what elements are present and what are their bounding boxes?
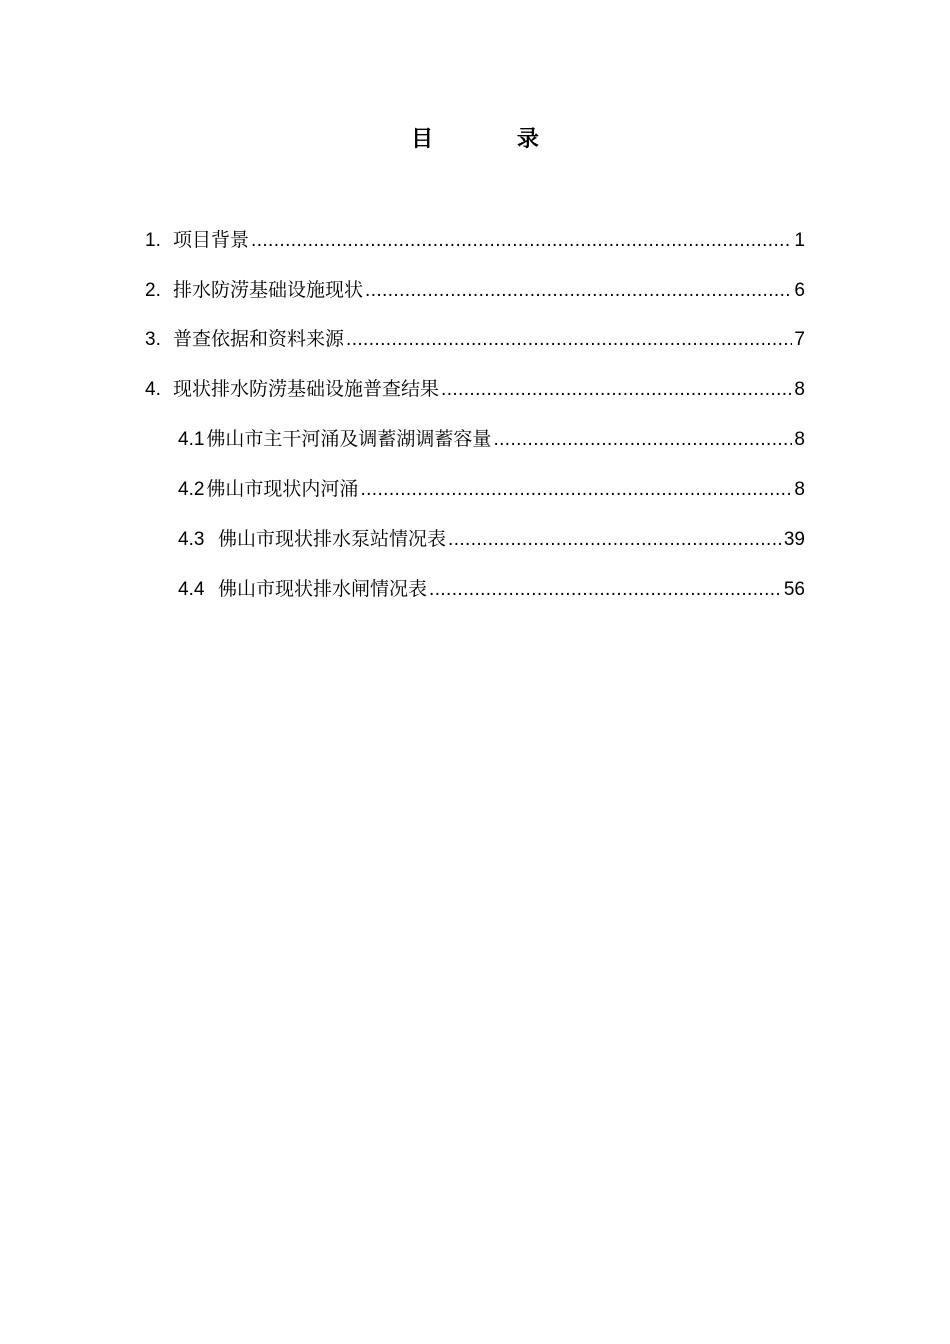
toc-entry-number: 4.4 [178,579,205,600]
toc-entry-number: 4.1 [178,429,205,450]
toc-entry-4-2[interactable] [178,474,805,504]
toc-dot-leader [346,325,792,355]
toc-entry-title: 普查依据和资料来源 [173,328,345,350]
toc-entry-title: 项目背景 [173,229,250,251]
toc-entry-number: 3. [145,329,161,350]
toc-entry-page-number: 8 [794,429,805,450]
toc-entry-page-number: 39 [783,529,805,550]
toc-entry-title: 佛山市现状内河涌 [206,478,359,500]
toc-entry-page-number: 8 [794,479,805,500]
toc-entry-page-number: 8 [794,379,805,400]
toc-entry-4[interactable] [145,374,805,404]
toc-dot-leader [441,375,792,405]
toc-entry-number: 4. [145,379,161,400]
toc-entry-page-number: 7 [794,329,805,350]
toc-entry-title: 现状排水防涝基础设施普查结果 [173,378,440,400]
toc-entry-4-1[interactable] [178,424,805,454]
toc-entry-number: 2. [145,280,161,301]
toc-dot-leader [365,276,792,306]
toc-entry-title: 佛山市主干河涌及调蓄湖调蓄容量 [206,428,492,450]
toc-dot-leader [493,425,792,455]
toc-dot-leader [448,525,782,555]
toc-entry-title: 排水防涝基础设施现状 [173,279,364,301]
toc-entry-title: 佛山市现状排水泵站情况表 [218,528,447,550]
toc-entry-page-number: 1 [794,230,805,251]
toc-entry-title: 佛山市现状排水闸情况表 [218,578,428,600]
toc-dot-leader [251,226,792,256]
toc-entry-page-number: 6 [794,280,805,301]
toc-entry-page-number: 56 [783,579,805,600]
toc-entry-4-3[interactable] [178,524,805,554]
toc-entry-4-4[interactable] [178,574,805,604]
toc-entry-3[interactable] [145,324,805,354]
toc-dot-leader [360,475,792,505]
toc-entry-number: 1. [145,230,161,251]
toc-entry-number: 4.3 [178,529,205,550]
toc-entry-1[interactable] [145,225,805,255]
toc-title: 目 录 [411,127,577,152]
toc-entry-number: 4.2 [178,479,205,500]
toc-entry-2[interactable] [145,275,805,305]
toc-dot-leader [429,575,782,605]
